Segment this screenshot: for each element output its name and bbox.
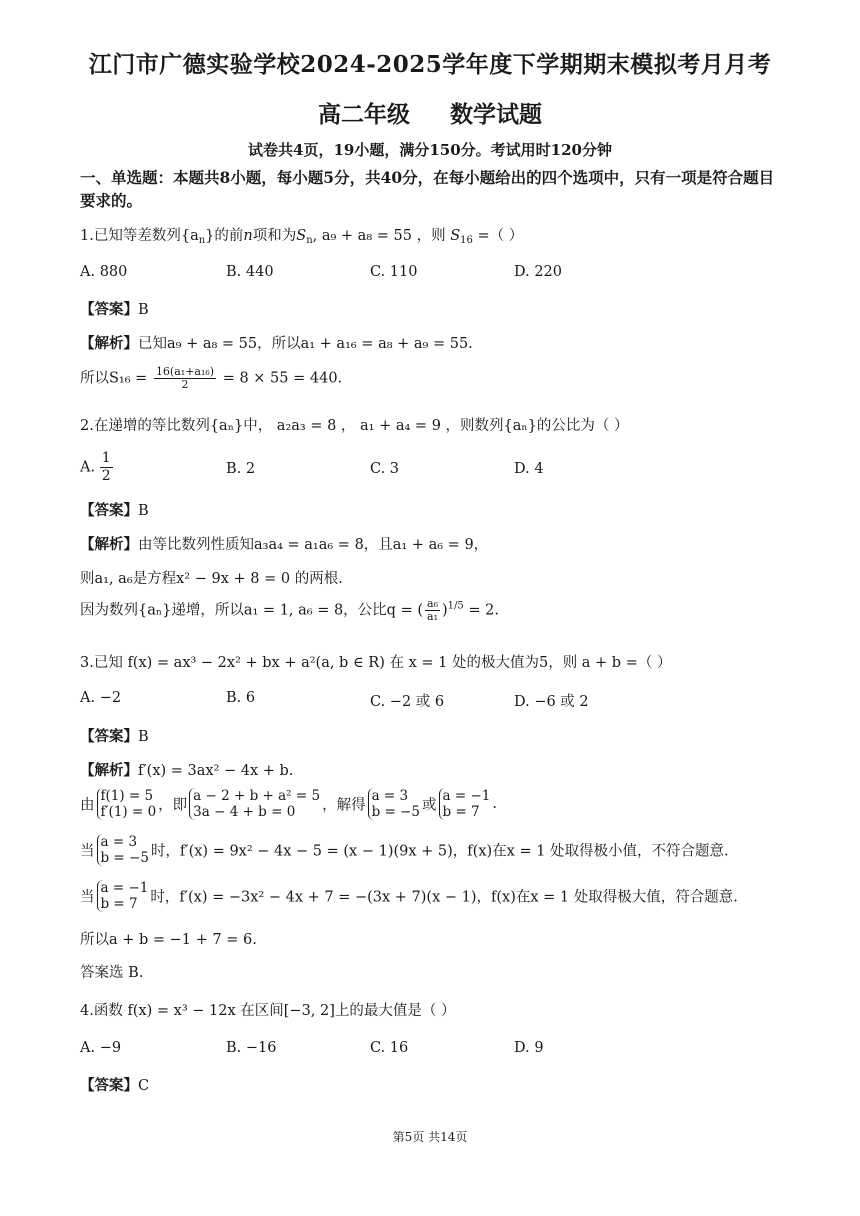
q3-option-a: A. −2 — [80, 690, 122, 706]
q1-option-d: D. 220 — [514, 264, 563, 280]
q2-option-c: C. 3 — [370, 461, 400, 477]
page-footer: 第5页 共14页 — [392, 1130, 468, 1144]
q1-analysis-1: 【解析】已知a₉ + a₈ = 55，所以a₁ + a₁₆ = a₈ + a₉ = 55. — [80, 335, 473, 352]
q4-option-a: A. −9 — [80, 1040, 122, 1056]
q1-option-a: A. 880 — [80, 264, 128, 280]
q1-answer: 【答案】B — [80, 301, 149, 318]
question-4-stem: 4.函数 f(x) = x³ − 12x 在区间[−3, 2]上的最大值是（ ） — [80, 1003, 456, 1019]
q3-analysis-5: 所以a + b = −1 + 7 = 6. — [80, 932, 257, 948]
q1-analysis-2: 所以S₁₆ = $\frac{\text{16(a₁+a₁₆)}}{2}$ = 8 × 55 = 440. — [80, 365, 343, 391]
q1-fraction: $\frac{\text{16(a₁+a₁₆)}}{2}$ — [155, 365, 215, 391]
subject-label: 数学试题 — [450, 101, 542, 128]
question-3-stem: 3.已知 f(x) = ax³ − 2x² + bx + a²(a, b ∈ R) 在 x = 1 处的极大值为5，则 a + b =（ ） — [80, 655, 672, 671]
q2-option-b: B. 2 — [226, 461, 256, 477]
q2-answer: 【答案】B — [80, 502, 149, 519]
q3-option-b: B. 6 — [226, 690, 256, 706]
question-2-stem: 2.在递增的等比数列{aₙ}中， a₂a₃ = 8 ， a₁ + a₄ = 9 ，则数列{aₙ}的公比为（ ） — [80, 418, 629, 434]
q1-option-c: C. 110 — [370, 264, 418, 280]
q3-option-c: C. −2 或 6 — [370, 694, 445, 710]
exam-info: 试卷共4页，19小题，满分150分。考试用时120分钟 — [248, 141, 612, 159]
q3-analysis-1: 【解析】f′(x) = 3ax² − 4x + b. — [80, 762, 294, 779]
q2-analysis-3: 因为数列{aₙ}递增，所以a₁ = 1, a₆ = 8，公比q = ( $\frac{\text{a₆}}{\text{a₁}}$ )$^{1/5}$ = 2. — [80, 597, 499, 623]
q2-option-a: A. $\frac{1}{2}$ — [80, 450, 111, 484]
q2-analysis-1: 【解析】由等比数列性质知a₃a₄ = a₁a₆ = 8，且a₁ + a₆ = 9， — [80, 536, 489, 553]
q4-option-c: C. 16 — [370, 1040, 409, 1056]
q3-analysis-6: 答案选 B. — [80, 965, 144, 981]
grade-label: 高二年级 — [318, 101, 410, 128]
q3-analysis-4: 当 a = −1 b = 7 时，f′(x) = −3x² − 4x + 7 = −(3x + 7)(x − 1)，f(x)在x = 1 处取得极大值，符合题意. — [80, 880, 738, 912]
q2-analysis-2: 则a₁, a₆是方程x² − 9x + 8 = 0 的两根. — [80, 571, 343, 587]
section-heading: 一、单选题：本题共8小题，每小题5分，共40分，在每小题给出的四个选项中，只有一项是符合题目要求的。 — [80, 168, 775, 210]
question-1-stem: 1.已知等差数列$\{a_n\}$的前n项和为$S_n$, a₉ + a₈ = 55 ，则 $S_{16}$ =（ ） — [80, 228, 524, 246]
q4-answer: 【答案】C — [80, 1077, 150, 1094]
q3-option-d: D. −6 或 2 — [514, 694, 589, 710]
q4-option-b: B. −16 — [226, 1040, 277, 1056]
exam-title: 江门市广德实验学校2024-2025学年度下学期期末模拟考月月考 — [88, 51, 772, 78]
q3-analysis-2: 由 f(1) = 5 f′(1) = 0 ，即 a − 2 + b + a² = 5 3a − 4 + b = 0 ，解得 a = 3 b = −5 或 a = −1 b = 7 . — [80, 788, 497, 820]
exam-subtitle — [0, 96, 860, 129]
q3-analysis-3: 当 a = 3 b = −5 时，f′(x) = 9x² − 4x − 5 = (x − 1)(9x + 5)，f(x)在x = 1 处取得极小值，不符合题意. — [80, 834, 729, 866]
q4-option-d: D. 9 — [514, 1040, 544, 1056]
q1-option-b: B. 440 — [226, 264, 274, 280]
q3-answer: 【答案】B — [80, 728, 149, 745]
q2-option-d: D. 4 — [514, 461, 544, 477]
